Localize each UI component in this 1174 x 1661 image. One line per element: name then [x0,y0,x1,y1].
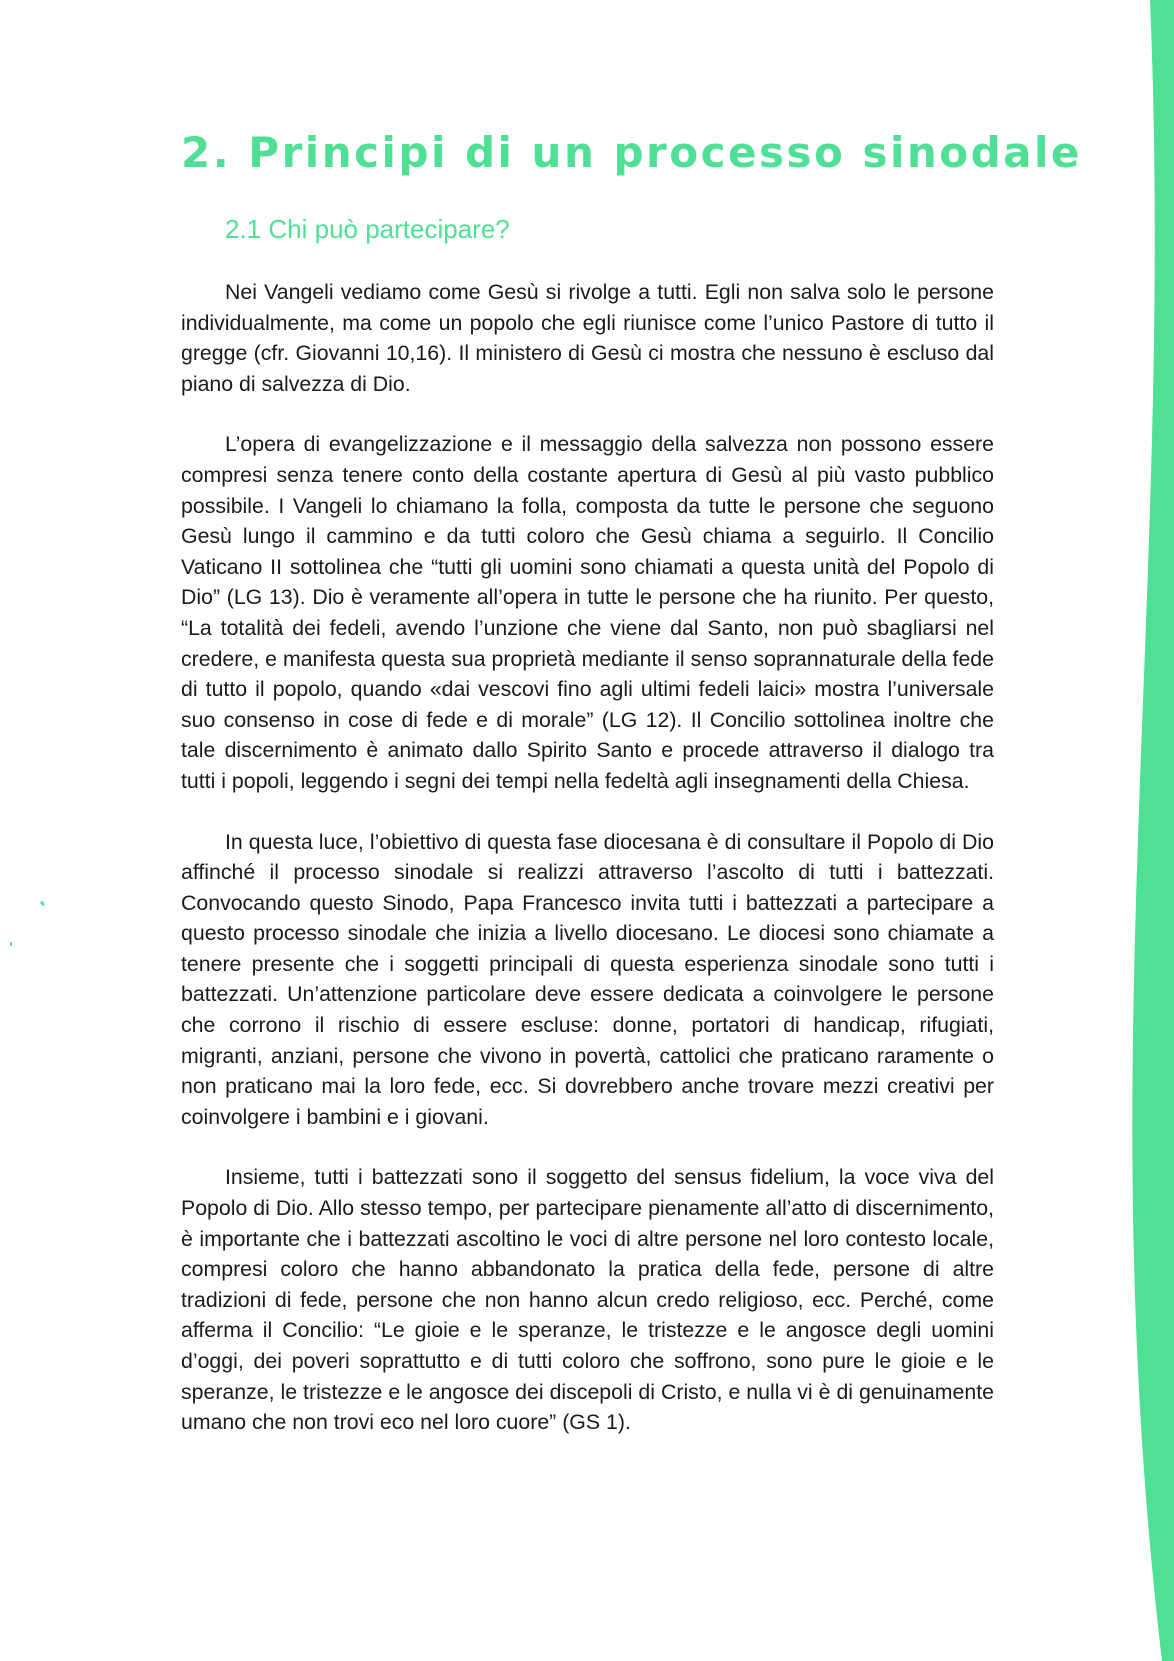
body-text [181,277,994,1468]
chapter-title: 2. Principi di un processo sinodale [181,128,1082,177]
paragraph-2: L’opera di evangelizzazione e il messaggio della salvezza non possono essere compresi senza tenere conto della costante apertura di Gesù al più vasto pubblico possibile. I Vangeli lo chiamano la folla, composta da tutte le persone che seguono Gesù lungo il cammino e da tutti coloro che Gesù chiama a seguirlo. Il Concilio Vaticano II sottolinea che “tutti gli uomini sono chiamati a questa unità del Popolo di Dio” (LG 13). Dio è veramente all’opera in tutte le persone che ha riunito. Per questo, “La totalità dei fedeli, avendo l’unzione che viene dal Santo, non può sbagliarsi nel credere, e manifesta questa sua proprietà mediante il senso soprannaturale della fede di tutto il popolo, quando «dai vescovi fino agli ultimi fedeli laici» mostra l’universale suo consenso in cose di fede e di morale” (LG 12). Il Concilio sottolinea inoltre che tale discernimento è animato dallo Spirito Santo e procede attraverso il dialogo tra tutti i popoli, leggendo i segni dei tempi nella fedeltà agli insegnamenti della Chiesa. [181,432,994,793]
paragraph-4: Insieme, tutti i battezzati sono il soggetto del sensus fidelium, la voce viva del Popolo di Dio. Allo stesso tempo, per partecipare pienamente all’atto di discernimento, è importante che i battezzati ascoltino le voci di altre persone nel loro contesto locale, compresi coloro che hanno abbandonato la pratica della fede, persone di altre tradizioni di fede, persone che non hanno alcun credo religioso, ecc. Perché, come afferma il Concilio: “Le gioie e le speranze, le tristezze e le angosce degli uomini d’oggi, dei poveri soprattutto e di tutti coloro che soffrono, sono pure le gioie e le speranze, le tristezze e le angosce dei discepoli di Cristo, e nulla vi è di genuinamente umano che non trovi eco nel loro cuore” (GS 1). [181,1165,994,1435]
section-title: 2.1 Chi può partecipare? [225,214,510,244]
paragraph-3: In questa luce, l’obiettivo di questa fase diocesana è di consultare il Popolo di Dio affinché il processo sinodale si realizzi attraverso l’ascolto di tutti i battezzati. Convocando questo Sinodo, Papa Francesco invita tutti i battezzati a partecipare a questo processo sinodale che inizia a livello diocesano. Le diocesi sono chiamate a tenere presente che i soggetti principali di questa esperienza sinodale sono tutti i battezzati. Un’attenzione particolare deve essere dedicata a coinvolgere le persone che corrono il rischio di essere escluse: donne, portatori di handicap, rifugiati, migranti, anziani, persone che vivono in povertà, cattolici che praticano raramente o non praticano mai la loro fede, ecc. Si dovrebbero anche trovare mezzi creativi per coinvolgere i bambini e i giovani. [181,829,994,1129]
paragraph-1: Nei Vangeli vediamo come Gesù si rivolge a tutti. Egli non salva solo le persone individualmente, ma come un popolo che egli riunisce come l’unico Pastore di tutto il gregge (cfr. Giovanni 10,16). Il ministero di Gesù ci mostra che nessuno è escluso dal piano di salvezza di Dio. [181,280,994,396]
decorative-speck [10,942,12,946]
